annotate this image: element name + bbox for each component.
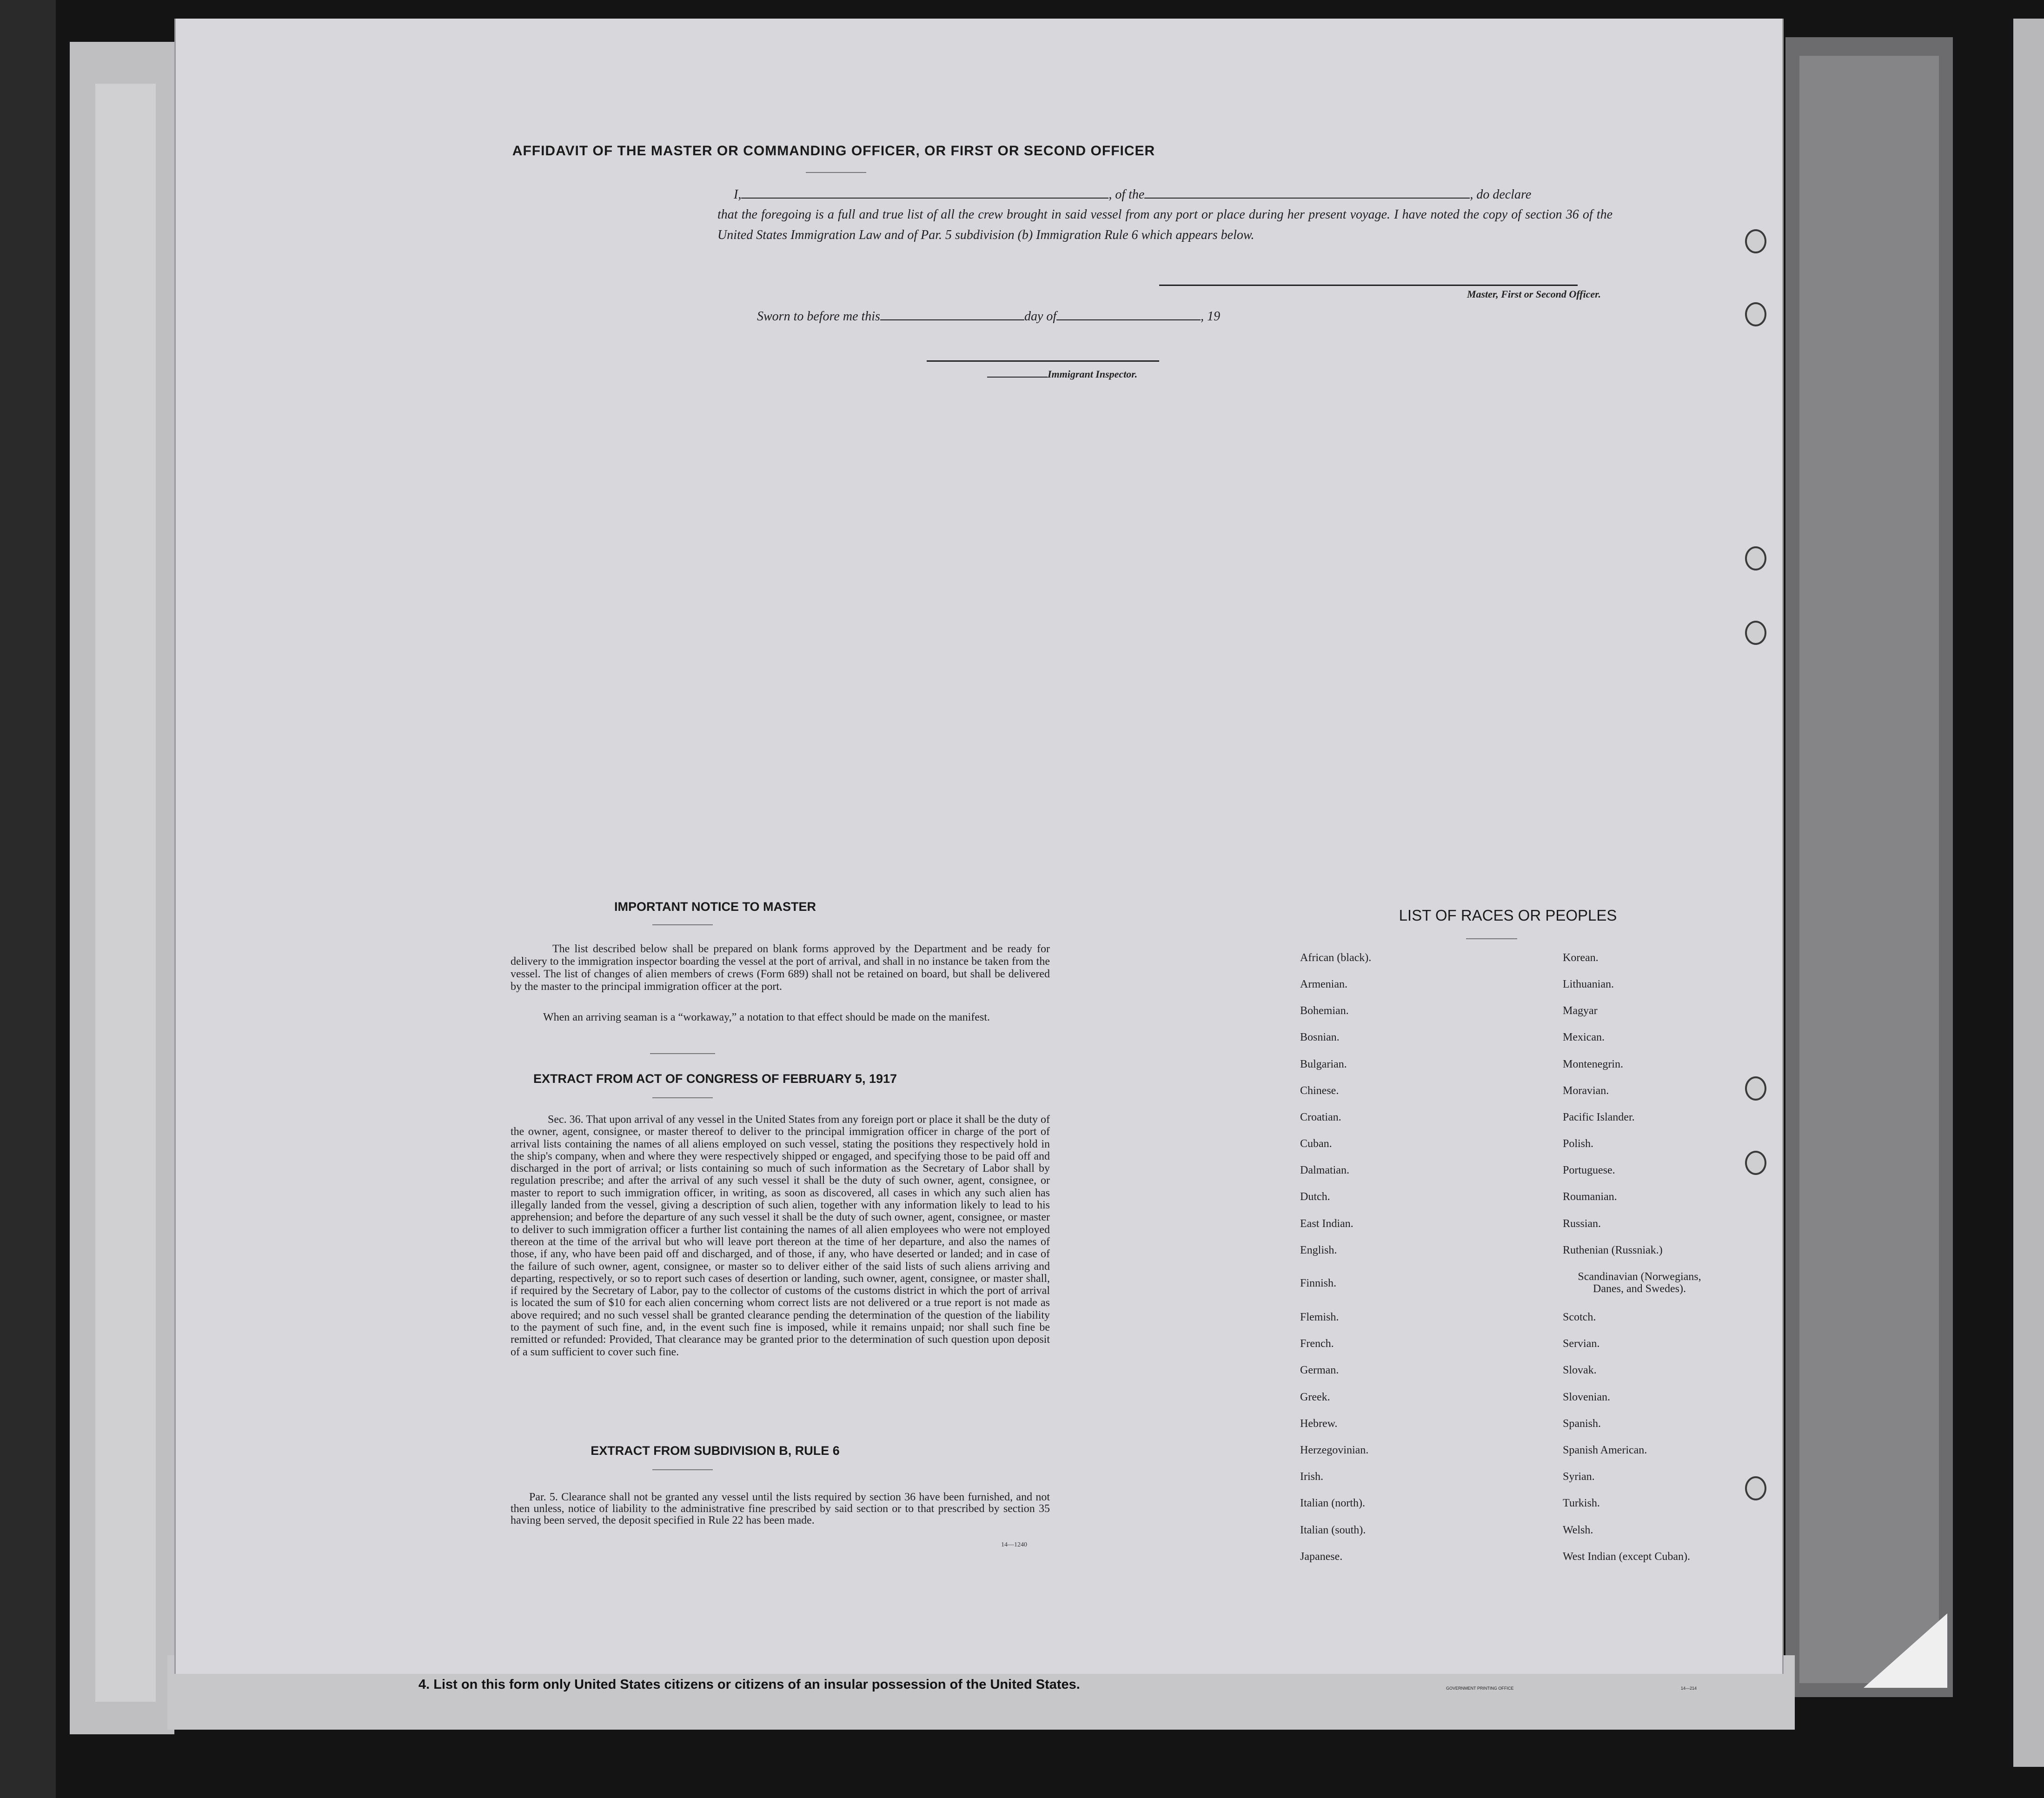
race-right-item: Scotch. [1563,1311,1596,1323]
race-left-item: Flemish. [1300,1311,1339,1323]
underlying-sheet-far-right [2013,19,2044,1767]
day-of-label: day of [1024,309,1057,324]
race-left-item: East Indian. [1300,1218,1354,1230]
sworn-month-field[interactable] [1056,310,1201,320]
vessel-label: , of the [1108,187,1145,202]
inspector-caption [987,368,1137,380]
race-right-item: Pacific Islander. [1563,1111,1635,1123]
punch-hole-icon [1745,621,1766,645]
notice-heading: IMPORTANT NOTICE TO MASTER [614,900,816,914]
race-left-item: African (black). [1300,952,1372,964]
notice-end-separator [650,1053,715,1054]
underlying-form-note: 4. List on this form only United States citizens or citizens of an insular possession of the United States. [418,1677,1080,1692]
race-left-item: Bohemian. [1300,1005,1349,1017]
race-right-item: Polish. [1563,1138,1594,1150]
inspector-lead-rule [987,370,1048,378]
title-separator [806,172,866,173]
race-left-item: Chinese. [1300,1085,1339,1097]
inspector-caption-text: Immigrant Inspector. [1048,368,1138,380]
race-right-item: Slovak. [1563,1364,1597,1376]
affidavit-body: that the foregoing is a full and true list of all the crew brought in said vessel from any port or place during her present voyage. I have noted the copy of section 36 of the United States Immigration Law and of Par. 5 subdivision (b) Immigration Rule 6 which appears below. [717,207,1613,242]
notice-paragraph-2: When an arriving seaman is a “workaway,” a notation to that effect should be made on the manifest. [543,1011,990,1023]
section-36-text: Sec. 36. That upon arrival of any vessel in the United States from any foreign port or place it shall be the duty of the owner, agent, consignee, or master thereof to deliver to the principal immigration officer in charge of the port of arrival lists containing the names of all aliens employed on such vessel, stating the positions they respectively hold in the ship's company, when and where they were respectively shipped or engaged, and specifying those to be paid off and discharged in the port of arrival; or lists containing so much of such information as the Secretary of Labor shall by regulation prescribe; and after the arrival of any such vessel it shall be the duty of such owner, agent, consignee, or master to report to such immigration officer, in writing, as soon as discovered, all cases in which any such alien has illegally landed from the vessel, giving a description of such alien, together with any information likely to lead to his apprehension; and before the departure of any such vessel it shall be the duty of such owner, agent, consignee, or master to deliver to such immigration officer a further list containing the names of all alien employees who were not employed thereon at the time of the arrival but who will leave port thereon at the time of her departure, and also the names of those, if any, who have been paid off and discharged, and of those, if any, who have deserted or landed; and in case of the failure of such owner, agent, consignee, or master so to deliver either of the said lists of such aliens arriving and departing, respectively, or so to report such cases of desertion or landing, such owner, agent, consignee, or master shall, if required by the Secretary of Labor, pay to the collector of customs of the customs district in which the port of arrival is located the sum of $10 for each alien concerning whom correct lists are not delivered or a true report is not made as above required; and no such vessel shall be granted clearance pending the determination of the question of the liability to the payment of such fine, and, in the event such fine is imposed, while it remains unpaid; nor shall such fine be remitted or refunded: Provided, That clearance may be granted prior to the determination of such question upon deposit of a sum sufficient to cover such fine. [511,1114,1050,1358]
race-left-item: German. [1300,1364,1339,1376]
race-left-item: Finnish. [1300,1277,1337,1289]
punch-hole-icon [1745,302,1766,326]
extract-act-heading: EXTRACT FROM ACT OF CONGRESS OF FEBRUARY 5, 1917 [533,1072,897,1086]
underlying-sheet-left-inner [95,84,156,1702]
race-right-item: Magyar [1563,1005,1598,1017]
underlying-sheet-right-inner [1799,56,1939,1683]
race-right-item: West Indian (except Cuban). [1563,1551,1690,1563]
race-right-item: Spanish. [1563,1418,1601,1430]
race-right-item: Turkish. [1563,1497,1600,1509]
race-right-item: Moravian. [1563,1085,1609,1097]
race-right-item: Welsh. [1563,1524,1593,1536]
race-left-item: Irish. [1300,1471,1323,1483]
race-left-item: Dalmatian. [1300,1164,1349,1176]
race-right-item: Portuguese. [1563,1164,1615,1176]
sworn-label: Sworn to before me this [757,309,880,324]
race-left-item: French. [1300,1338,1334,1350]
notice-separator [652,924,713,925]
race-right-item: Mexican. [1563,1031,1605,1043]
races-separator [1466,938,1517,939]
signature-line[interactable] [1159,285,1578,286]
affidavit-declaration-line [734,187,1531,202]
extract-act-separator [652,1097,713,1098]
race-right-item: Ruthenian (Russniak.) [1563,1244,1663,1256]
notice-paragraph-1: The list described below shall be prepared on blank forms approved by the Department and be ready for delivery to the immigration inspector boarding the vessel at the port of arrival, and shall in no instance be taken from the vessel. The list of changes of alien members of crews (Form 689) shall not be retained on board, but shall be delivered by the master to the principal immigration officer at the port. [511,943,1050,993]
race-right-item: Syrian. [1563,1471,1595,1483]
punch-hole-icon [1745,229,1766,253]
sworn-day-field[interactable] [880,310,1024,320]
vessel-name-field[interactable] [1144,188,1470,199]
declarant-name-field[interactable] [741,188,1108,199]
sworn-line [757,309,1220,324]
race-left-item: English. [1300,1244,1337,1256]
race-left-item: Italian (north). [1300,1497,1365,1509]
race-left-item: Croatian. [1300,1111,1341,1123]
footer-form-number: 14—214 [1681,1686,1697,1691]
race-left-item: Cuban. [1300,1138,1332,1150]
race-right-item: Servian. [1563,1338,1600,1350]
race-left-item: Greek. [1300,1391,1330,1403]
affidavit-title: AFFIDAVIT OF THE MASTER OR COMMANDING OFFICER, OR FIRST OR SECOND OFFICER [512,143,1155,159]
race-left-item: Italian (south). [1300,1524,1366,1536]
punch-hole-icon [1745,1076,1766,1101]
race-left-item: Japanese. [1300,1551,1343,1563]
race-right-item: Montenegrin. [1563,1058,1623,1070]
race-left-item: Herzegovinian. [1300,1444,1369,1456]
race-left-item: Dutch. [1300,1191,1330,1203]
race-left-item: Bosnian. [1300,1031,1340,1043]
folded-corner [1864,1613,1947,1688]
race-right-item: Roumanian. [1563,1191,1617,1203]
signature-caption: Master, First or Second Officer. [1467,288,1601,300]
punch-hole-icon [1745,546,1766,571]
punch-hole-icon [1745,1151,1766,1175]
par-5-text: Par. 5. Clearance shall not be granted any vessel until the lists required by section 36 have been furnished, and not then unless, notice of liability to the administrative fine prescribed by said section or to that prescribed by section 35 having been served, the deposit specified in Rule 22 has been made. [511,1491,1050,1526]
printer-imprint: GOVERNMENT PRINTING OFFICE [1446,1686,1514,1691]
race-right-item: Slovenian. [1563,1391,1610,1403]
race-right-item: Lithuanian. [1563,978,1614,990]
declarant-label: I, [734,187,742,202]
race-right-item: Russian. [1563,1218,1601,1230]
inspector-signature-line[interactable] [927,360,1159,362]
race-right-item: Korean. [1563,952,1599,964]
declare-label: , do declare [1470,187,1532,202]
race-right-item: Spanish American. [1563,1444,1647,1456]
document-page [174,19,1784,1674]
form-number: 14—1240 [1001,1541,1027,1548]
race-left-item: Bulgarian. [1300,1058,1347,1070]
race-right-item: Scandinavian (Norwegians, Danes, and Swedes). [1578,1271,1701,1295]
year-label: , 19 [1201,309,1221,324]
race-left-item: Armenian. [1300,978,1347,990]
races-heading: LIST OF RACES OR PEOPLES [1399,907,1617,924]
extract-rule-separator [652,1469,713,1470]
extract-rule-heading: EXTRACT FROM SUBDIVISION B, RULE 6 [591,1444,840,1458]
race-left-item: Hebrew. [1300,1418,1338,1430]
punch-hole-icon [1745,1476,1766,1500]
scan-backdrop-left [0,0,56,1798]
